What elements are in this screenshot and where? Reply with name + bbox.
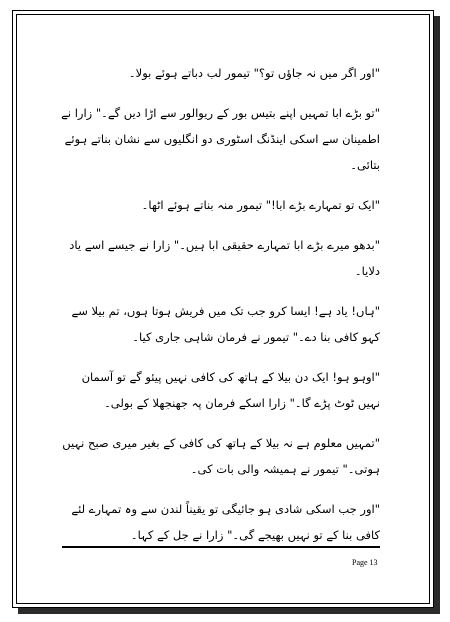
page-body [58,60,380,562]
paragraph-4: "بدھو میرے بڑے ابا تمہارے حقیقی ابا ہیں۔" زارا نے جیسے اسے یاد دلایا۔ [69,238,380,278]
paragraph-8: "اور جب اسکی شادی ہو جائیگی تو یقیناً لندن سے وہ تمہارے لئے کافی بنا کے تو نہیں بھیجے گی۔" زارا نے جل کے کہا۔ [71,502,380,542]
paragraph-5: "ہاں! یاد ہے! ایسا کرو جب تک میں فریش ہوتا ہوں، تم بیلا سے کہو کافی بنا دے۔" تیمور نے فرمان شاہی جاری کیا۔ [71,304,380,344]
page-number: Page 13 [352,558,378,567]
footer-divider [62,546,380,548]
paragraph-2: "تو بڑے ابا تمہیں اپنے بتیس بور کے ریوالور سے اڑا دیں گے۔" زارا نے اطمینان سے اسکی اینڈنگ اسٹوری دو انگلیوں سے نشان بناتے ہوئے بتائی۔ [61,106,380,172]
paragraph-3: "ایک تو تمہارے بڑے ابا!" تیمور منہ بناتے ہوئے اٹھا۔ [141,198,380,212]
paragraph-6: "اوہو ہو! ایک دن بیلا کے ہاتھ کی کافی نہیں پیئو گے تو آسمان نہیں ٹوٹ پڑے گا۔" زارا اسکے فرمان پہ جھنجھلا کے بولی۔ [81,370,380,410]
paragraph-1: "اور اگر میں نہ جاؤں تو؟" تیمور لب دباتے ہوئے بولا۔ [128,66,380,80]
paragraph-7: "تمہیں معلوم ہے نہ بیلا کے ہاتھ کی کافی کے بغیر میری صبح نہیں ہوتی۔" تیمور نے ہمیشہ والی بات کی۔ [62,436,380,476]
